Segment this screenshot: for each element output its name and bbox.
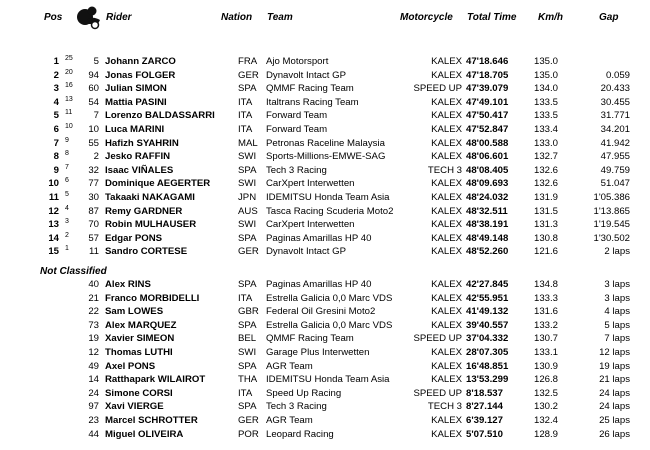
team: Estrella Galicia 0,0 Marc VDS [266, 292, 393, 304]
rider-name: Isaac VIÑALES [105, 164, 174, 176]
position: 15 [48, 246, 59, 258]
result-row [0, 137, 650, 151]
nation: SPA [238, 401, 257, 413]
rider-number: 60 [88, 83, 99, 95]
points: 1 [65, 245, 69, 253]
rider-number: 22 [88, 306, 99, 318]
rider-number: 77 [88, 178, 99, 190]
total-time: 39'40.557 [466, 319, 509, 331]
rider-name: Takaaki NAKAGAMI [105, 192, 195, 203]
points: 4 [65, 204, 69, 212]
rider-name: Mattia PASINI [105, 96, 167, 108]
result-row [0, 292, 650, 306]
rider-name: Alex MARQUEZ [105, 319, 177, 331]
rider-number: 49 [88, 360, 99, 372]
team: Dynavolt Intact GP [266, 69, 346, 81]
position: 9 [53, 164, 59, 176]
motorcycle: KALEX [431, 56, 462, 67]
total-time: 47'50.417 [466, 110, 509, 122]
gap: 4 laps [604, 306, 630, 318]
motorcycle: KALEX [431, 279, 462, 290]
header-motorcycle: Motorcycle [400, 12, 453, 23]
gap: 47.955 [600, 151, 630, 163]
rider-number: 70 [88, 219, 99, 231]
speed: 131.6 [534, 306, 559, 318]
nation: SPA [238, 83, 257, 95]
result-row [0, 150, 650, 164]
rider-name: Miguel OLIVEIRA [105, 428, 184, 440]
gap: 25 laps [599, 415, 630, 426]
team: Italtrans Racing Team [266, 96, 359, 108]
total-time: 8'27.144 [466, 401, 503, 413]
nation: GBR [238, 306, 259, 318]
result-row [0, 428, 650, 442]
motorcycle: TECH 3 [427, 401, 462, 413]
points: 10 [65, 123, 73, 130]
speed: 133.5 [534, 110, 559, 122]
rider-name: Ratthapark WILAIROT [105, 374, 206, 386]
gap: 3 laps [604, 279, 630, 290]
position: 10 [48, 178, 59, 190]
total-time: 48'00.588 [466, 137, 509, 149]
gap: 19 laps [599, 360, 630, 372]
nation: SWI [238, 151, 257, 163]
gap: 24 laps [599, 401, 630, 413]
result-row [0, 346, 650, 360]
speed: 132.6 [534, 164, 559, 176]
total-time: 8'18.537 [466, 387, 503, 399]
rider-name: Johann ZARCO [105, 56, 176, 67]
rider-number: 23 [88, 415, 99, 426]
team: Garage Plus Interwetten [266, 347, 370, 358]
motorcycle: KALEX [431, 192, 462, 203]
team: Petronas Raceline Malaysia [266, 137, 385, 149]
rider-number: 19 [88, 333, 99, 345]
motorcycle: KALEX [431, 219, 462, 231]
nation: MAL [238, 137, 258, 149]
speed: 130.9 [534, 360, 559, 372]
nation: ITA [238, 96, 253, 108]
header-kmh: Km/h [538, 12, 563, 23]
motorcycle: KALEX [431, 205, 462, 217]
points: 3 [65, 218, 69, 226]
points: 5 [65, 191, 69, 198]
total-time: 47'18.705 [466, 69, 509, 81]
result-row [0, 387, 650, 401]
rider-name: Remy GARDNER [105, 205, 183, 217]
motorcycle: SPEED UP [413, 387, 462, 399]
result-row [0, 205, 650, 219]
total-time: 28'07.305 [466, 347, 509, 358]
result-row [0, 332, 650, 346]
result-row [0, 278, 650, 292]
motorcycle: SPEED UP [413, 83, 462, 95]
speed: 134.0 [534, 83, 559, 95]
total-time: 5'07.510 [466, 428, 503, 440]
points: 9 [65, 136, 69, 144]
speed: 132.4 [534, 415, 559, 426]
speed: 133.1 [534, 347, 559, 358]
motorcycle: KALEX [431, 347, 462, 358]
rider-number: 24 [88, 387, 99, 399]
team: Tech 3 Racing [266, 401, 327, 413]
speed: 131.9 [534, 192, 559, 203]
team: QMMF Racing Team [266, 83, 354, 95]
header-rider: Rider [106, 12, 132, 23]
position: 5 [53, 110, 59, 122]
team: Paginas Amarillas HP 40 [266, 279, 372, 290]
gap: 20.433 [600, 83, 630, 95]
team: Leopard Racing [266, 428, 334, 440]
motorcycle: KALEX [431, 246, 462, 258]
nation: ITA [238, 110, 253, 122]
result-row [0, 123, 650, 137]
total-time: 48'52.260 [466, 246, 509, 258]
motorcycle: SPEED UP [413, 333, 462, 345]
total-time: 6'39.127 [466, 415, 503, 426]
rider-name: Hafizh SYAHRIN [105, 137, 179, 149]
rider-name: Julian SIMON [105, 83, 167, 95]
motorcycle: KALEX [431, 360, 462, 372]
total-time: 48'24.032 [466, 192, 509, 203]
rider-name: Sam LOWES [105, 306, 164, 318]
rider-name: Edgar PONS [105, 232, 163, 244]
rider-number: 94 [88, 69, 99, 81]
points: 6 [65, 177, 69, 185]
speed: 130.2 [534, 401, 559, 413]
rider-number: 97 [88, 401, 99, 413]
rider-number: 10 [88, 124, 99, 135]
gap: 1'19.545 [593, 219, 630, 231]
team: IDEMITSU Honda Team Asia [266, 374, 390, 386]
speed: 134.8 [534, 279, 559, 290]
total-time: 41'49.132 [466, 306, 509, 318]
motorcycle: KALEX [431, 69, 462, 81]
result-row [0, 414, 650, 428]
motorcycle: KALEX [431, 178, 462, 190]
result-row [0, 232, 650, 246]
position: 1 [53, 56, 59, 67]
rider-name: Jonas FOLGER [105, 69, 176, 81]
points: 8 [65, 150, 69, 158]
position: 13 [48, 219, 59, 231]
rider-number: 7 [93, 110, 99, 122]
rider-number: 21 [88, 292, 99, 304]
rider-name: Axel PONS [105, 360, 156, 372]
result-row [0, 164, 650, 178]
rider-name: Dominique AEGERTER [105, 178, 211, 190]
points: 25 [65, 55, 73, 62]
speed: 133.3 [534, 292, 559, 304]
result-row [0, 109, 650, 123]
gap: 26 laps [599, 428, 630, 440]
speed: 133.5 [534, 96, 559, 108]
result-row [0, 245, 650, 259]
team: Ajo Motorsport [266, 56, 329, 67]
team: IDEMITSU Honda Team Asia [266, 192, 390, 203]
team: Forward Team [266, 110, 328, 122]
result-row [0, 69, 650, 83]
nation: BEL [238, 333, 257, 345]
speed: 128.9 [534, 428, 559, 440]
gap: 1'05.386 [593, 192, 630, 203]
motorcycle: KALEX [431, 428, 462, 440]
motorcycle: KALEX [431, 124, 462, 135]
nation: POR [238, 428, 259, 440]
nation: SWI [238, 347, 257, 358]
total-time: 47'49.101 [466, 96, 509, 108]
nation: GER [238, 69, 259, 81]
rider-name: Franco MORBIDELLI [105, 292, 200, 304]
header-pos: Pos [44, 12, 63, 23]
total-time: 48'49.148 [466, 232, 509, 244]
motorcycle: KALEX [431, 306, 462, 318]
motorcycle: KALEX [431, 292, 462, 304]
motorcycle: KALEX [431, 374, 462, 386]
rider-number: 12 [88, 347, 99, 358]
rider-name: Sandro CORTESE [105, 246, 188, 258]
position: 14 [48, 232, 59, 244]
position: 4 [53, 96, 59, 108]
rider-name: Robin MULHAUSER [105, 219, 197, 231]
rider-name: Simone CORSI [105, 387, 173, 399]
gap: 7 laps [604, 333, 630, 345]
nation: ITA [238, 124, 253, 135]
rider-number: 2 [93, 151, 99, 163]
nation: SPA [238, 279, 257, 290]
nation: SPA [238, 232, 257, 244]
points: 16 [65, 82, 73, 90]
header-total-time: Total Time [467, 12, 517, 23]
nation: JPN [238, 192, 257, 203]
team: Estrella Galicia 0,0 Marc VDS [266, 319, 393, 331]
speed: 132.6 [534, 178, 559, 190]
gap: 41.942 [600, 137, 630, 149]
position: 8 [53, 151, 59, 163]
position: 11 [48, 192, 59, 203]
gap: 3 laps [604, 292, 630, 304]
total-time: 16'48.851 [466, 360, 509, 372]
total-time: 48'38.191 [466, 219, 509, 231]
team: Dynavolt Intact GP [266, 246, 346, 258]
motorcycle: TECH 3 [427, 164, 462, 176]
result-row [0, 305, 650, 319]
motorcycle: KALEX [431, 137, 462, 149]
result-row [0, 191, 650, 205]
nation: ITA [238, 387, 253, 399]
total-time: 37'04.332 [466, 333, 509, 345]
gap: 2 laps [604, 246, 630, 258]
speed: 135.0 [534, 56, 559, 67]
gap: 34.201 [600, 124, 630, 135]
rider-number: 57 [88, 232, 99, 244]
gap: 1'13.865 [593, 205, 630, 217]
team: Sports-Millions-EMWE-SAG [266, 151, 386, 163]
team: AGR Team [266, 415, 313, 426]
position: 6 [53, 124, 59, 135]
speed: 121.6 [534, 246, 559, 258]
nation: ITA [238, 292, 253, 304]
nation: GER [238, 415, 259, 426]
motorcycle: KALEX [431, 319, 462, 331]
total-time: 48'06.601 [466, 151, 509, 163]
rider-name: Luca MARINI [105, 124, 165, 135]
gap: 21 laps [599, 374, 630, 386]
total-time: 47'52.847 [466, 124, 509, 135]
rider-number: 30 [88, 192, 99, 203]
rider-name: Thomas LUTHI [105, 347, 173, 358]
team: QMMF Racing Team [266, 333, 354, 345]
result-row [0, 319, 650, 333]
total-time: 47'18.646 [466, 56, 509, 67]
speed: 131.3 [534, 219, 559, 231]
speed: 133.4 [534, 124, 559, 135]
position: 3 [53, 83, 59, 95]
rider-number: 40 [88, 279, 99, 290]
result-row [0, 55, 650, 69]
team: Tech 3 Racing [266, 164, 327, 176]
gap: 12 laps [599, 347, 630, 358]
gap: 5 laps [604, 319, 630, 331]
result-row [0, 82, 650, 96]
nation: FRA [238, 56, 258, 67]
speed: 126.8 [534, 374, 559, 386]
rider-number: 87 [88, 205, 99, 217]
result-row [0, 360, 650, 374]
total-time: 13'53.299 [466, 374, 509, 386]
total-time: 42'55.951 [466, 292, 509, 304]
rider-name: Alex RINS [105, 279, 151, 290]
speed: 132.5 [534, 387, 559, 399]
total-time: 48'09.693 [466, 178, 509, 190]
motorcycle: KALEX [431, 110, 462, 122]
rider-number: 73 [88, 319, 99, 331]
speed: 130.7 [534, 333, 559, 345]
header-nation: Nation [221, 12, 253, 23]
gap: 31.771 [600, 110, 630, 122]
nation: SPA [238, 164, 257, 176]
total-time: 42'27.845 [466, 279, 509, 290]
motorcycle: KALEX [431, 415, 462, 426]
points: 7 [65, 163, 69, 171]
rider-name: Marcel SCHROTTER [105, 415, 198, 426]
header-team: Team [267, 12, 293, 23]
rider-number: 32 [88, 164, 99, 176]
rider-name: Jesko RAFFIN [105, 151, 171, 163]
gap: 24 laps [599, 387, 630, 399]
nation: GER [238, 246, 259, 258]
team: Federal Oil Gresini Moto2 [266, 306, 376, 318]
position: 2 [53, 69, 59, 81]
position: 7 [53, 137, 59, 149]
gap: 0.059 [605, 69, 630, 81]
team: Paginas Amarillas HP 40 [266, 232, 372, 244]
header-gap: Gap [599, 12, 619, 23]
nation: SPA [238, 360, 257, 372]
result-row [0, 177, 650, 191]
nation: SWI [238, 219, 257, 231]
motorcycle: KALEX [431, 151, 462, 163]
points: 2 [65, 231, 69, 239]
speed: 135.0 [534, 69, 559, 81]
nation: THA [238, 374, 258, 386]
team: AGR Team [266, 360, 313, 372]
rider-number: 55 [88, 137, 99, 149]
rider-number: 44 [88, 428, 99, 440]
nation: SPA [238, 319, 257, 331]
rider-name: Lorenzo BALDASSARRI [105, 110, 215, 122]
nation: AUS [238, 205, 258, 217]
rider-name: Xavier SIMEON [105, 333, 175, 345]
result-row [0, 96, 650, 110]
team: Forward Team [266, 124, 328, 135]
speed: 130.8 [534, 232, 559, 244]
result-row [0, 373, 650, 387]
total-time: 48'08.405 [466, 164, 509, 176]
rider-name: Xavi VIERGE [105, 401, 164, 413]
speed: 133.0 [534, 137, 559, 149]
not-classified-heading: Not Classified [40, 266, 107, 277]
result-row [0, 400, 650, 414]
points: 11 [65, 109, 73, 117]
team: Tasca Racing Scuderia Moto2 [266, 205, 394, 217]
motorcycle: KALEX [431, 96, 462, 108]
speed: 132.7 [534, 151, 559, 163]
rider-number: 14 [88, 374, 99, 386]
speed: 133.2 [534, 319, 559, 331]
gap: 1'30.502 [593, 232, 630, 244]
gap: 51.047 [600, 178, 630, 190]
motorcycle-rider-icon [76, 4, 102, 30]
rider-number: 54 [88, 96, 99, 108]
rider-number: 5 [93, 56, 99, 67]
total-time: 48'32.511 [466, 205, 508, 217]
rider-number: 11 [89, 246, 99, 258]
motorcycle: KALEX [431, 232, 462, 244]
points: 20 [65, 68, 73, 76]
gap: 30.455 [600, 96, 630, 108]
gap: 49.759 [600, 164, 630, 176]
nation: SWI [238, 178, 257, 190]
team: CarXpert Interwetten [266, 219, 355, 231]
team: CarXpert Interwetten [266, 178, 355, 190]
result-row [0, 218, 650, 232]
total-time: 47'39.079 [466, 83, 509, 95]
points: 13 [65, 95, 73, 103]
speed: 131.5 [534, 205, 559, 217]
team: Speed Up Racing [266, 387, 342, 399]
position: 12 [48, 205, 59, 217]
